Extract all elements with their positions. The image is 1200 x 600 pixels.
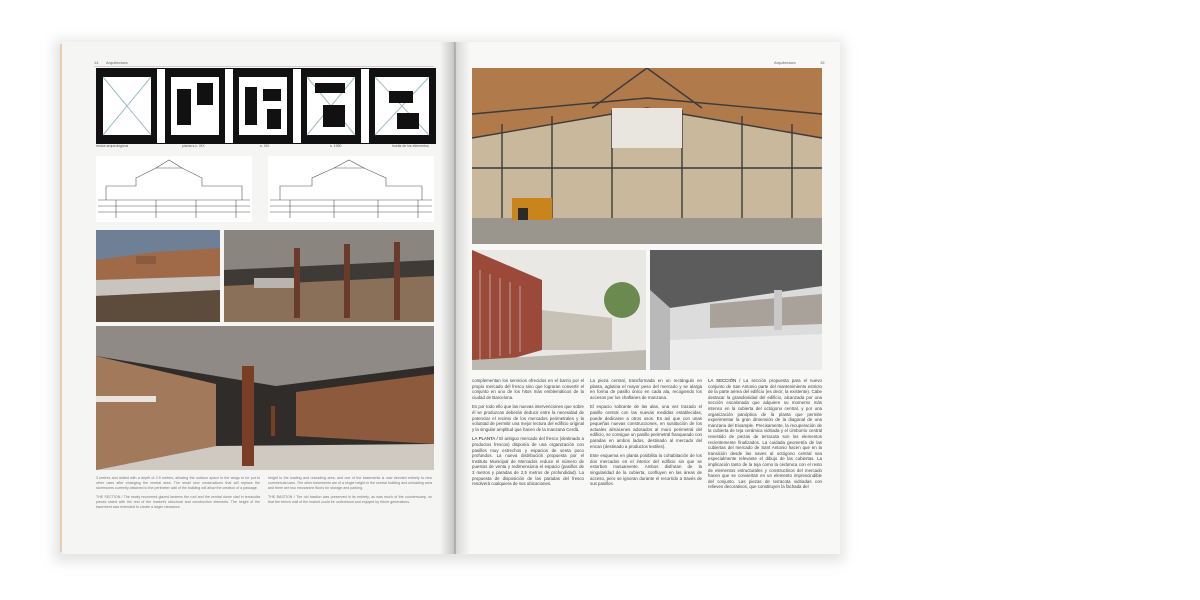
plan-caption-5: huella de los elementos: [392, 144, 429, 148]
basement-construction-photo: [224, 230, 434, 322]
left-page: [62, 42, 454, 554]
exterior-render: [472, 250, 646, 370]
page-number: 15: [820, 60, 825, 65]
section-drawing-2: [268, 156, 434, 222]
section-text: La sección propuesta para el nuevo conjunto de San Antonio parte del mantenimiento estricto de la parte aérea del edificio (es decir, la existente). Cabe destacar la grandiosidad del edificio, alcanzada por una sección escalonada que adquiere su momento más intenso en la cubierta del octógono central, y por una organización panóptica de la planta que permite experimentar la gran dimensión de la diagonal de una manzana del Eixample. Precisamente, la recuperación de la cubierta de teja cerámica vidriada y el cimborrio central revestido de piezas de terracota son los elementos recientemente finalizados. La cuidada geometría de las cubiertas del mercado de Sant Antonio hacen que en la transición desde las naves al octógono central sea especialmente relevante el dibujo de las cubiertas. La implicación tanto de la teja como la cerámica con el resto de elementos estructurales y constructivos del mercado hacen que se conviertan en un elemento imprescindible del conjunto. Las piezas de terracota vidriadas con relieves decorativos, que constituyen la fachada del: [708, 378, 822, 490]
caption-left-column: [96, 476, 260, 509]
running-head: Arquitectura: [106, 60, 128, 65]
basement-render: [650, 250, 822, 370]
caption-paragraph: 3 metres and dotted with a depth of 2.5 metres, allowing the outdoor space in the wings to be put to other uses after enlarging the central area. The small new constructions that will replace the storerooms currently attached to the perimeter wall of the building will allow the creation of a passage.: [96, 476, 260, 490]
header-rule: [94, 66, 434, 67]
right-page: [456, 42, 840, 554]
plan-caption-2: planta s.c. XIX: [182, 144, 205, 148]
body-paragraph: La pieza central, transformada en un rectángulo en planta, aglutina el mayor peso del mercado y se alarga en forma de pasillo único en cada ala, recogiendo los accesos por los chaflanes de manzana.: [590, 378, 702, 400]
body-column-2: [590, 378, 702, 491]
section-heading: LA SECCIÓN /: [708, 378, 741, 383]
excavation-photo: [96, 230, 220, 322]
plan-caption-3: s. XIX: [260, 144, 270, 148]
body-paragraph: El espacio sobrante de las alas, una vez trazado el pasillo central con las nuevas medidas establecidas, puede dedicarse a otros usos. Es así que con unas pequeñas nuevas construcciones, en sustitución de los actuales almacenes adosados al muro perimetral del edificio, se consigue un pasillo perimetral franqueado con paradas en ambos lados, destinado al mercado del encan (destinado a productos textiles).: [590, 404, 702, 449]
body-paragraph: [472, 436, 584, 486]
body-column-1: [472, 378, 584, 491]
section-heading: LA PLANTA /: [472, 436, 498, 442]
plan-caption-1: restos arqueológicos: [96, 144, 129, 148]
caption-paragraph: height to the loading and unloading area, and one of the basements is now devoted entirely to new commercial uses. The other basements are of a single height in the central building and unloading area and there are two mezzanine floors for storage and parking.: [268, 476, 432, 490]
floor-plans: [96, 68, 436, 144]
body-column-3: [708, 378, 822, 494]
body-paragraph: [708, 378, 822, 490]
basement-hall-photo: [96, 326, 434, 470]
plan-caption-4: s. 1950: [330, 144, 342, 148]
page-number: 14: [94, 60, 99, 65]
section-drawing-1: [96, 156, 252, 222]
caption-paragraph: THE BASTION / The old bastion was preserved in its entirety, as was much of the counterscarp, so that the trench wall of the market could be understood and enjoyed by future generations.: [268, 494, 432, 504]
caption-paragraph: THE SECTION / The newly recovered glazed lanterns the roof and the central dome clad in terracotta pieces stand with the rest of the market's structural and construction elements. The height of the basement was extended to create a larger clearance: [96, 494, 260, 509]
section-text: El antiguo mercado del fresco (destinado a productos frescos) disponía de una organización con pasillos muy estrechos y espacios de venta poco profundos. La nueva distribución propuesta por el Instituto Municipal de Mercados reduce el número de puestos de venta y redimensiona el espacio (pasillos de 3 metros y paradas de 2,5 metros de profundidad). La propuesta de disposición de las paradas del fresco resolverá cualquiera de sus ubicaciones.: [472, 436, 584, 487]
running-head: Arquitectura: [774, 60, 796, 65]
body-paragraph: complementan los servicios ofrecidos en el barrio por el propio mercado del fresco sino que lograran convertir el conjunto en uno de los hitos más emblemáticos de la ciudad de Barcelona.: [472, 378, 584, 400]
body-paragraph: Este esquema en planta posibilita la cohabitación de los dos mercados en el interior del edificio sin que se estorben mutuamente. Ambos disfrutan de la singularidad de la cubierta, confluyen en las áreas de acceso, pero se ignoran durante el recorrido a través de sus pasillos.: [590, 453, 702, 487]
market-interior-photo: [472, 68, 822, 244]
caption-right-column: [268, 476, 432, 505]
body-paragraph: Es por todo ello que las nuevas intervenciones que sobre él se produzcan deberán deducir entre la necesidad de potenciar el recinto de los mercados perimetrales y la voluntad de permitir una mejor lectura del edificio original y la singular amplitud que hacen de la manzana Cerdà.: [472, 404, 584, 432]
